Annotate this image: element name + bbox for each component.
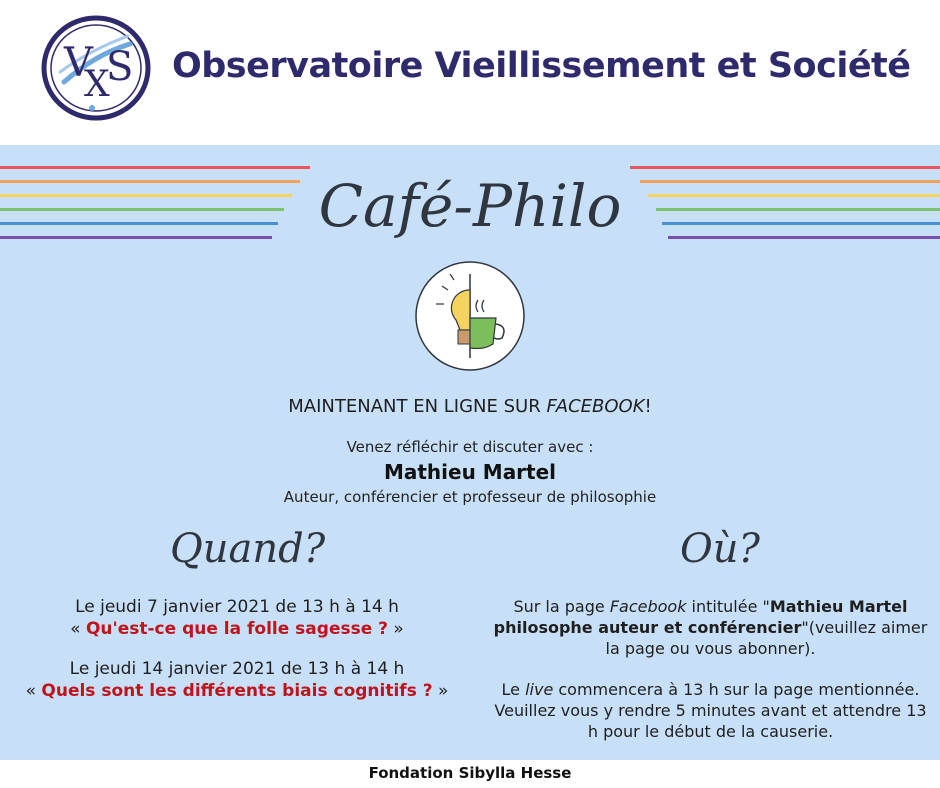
session-topic-line	[0, 680, 474, 702]
speaker-role: Auteur, conférencier et professeur de philosophie	[283, 488, 657, 506]
when-heading: Quand?	[170, 526, 326, 572]
online-notice	[0, 396, 940, 417]
session-topic: Qu'est-ce que la folle sagesse ?	[85, 619, 389, 639]
online-notice-prefix: MAINTENANT EN LIGNE SUR	[288, 396, 547, 417]
text: "(veuillez aimer la page ou vous abonner).	[605, 618, 928, 658]
online-notice-platform: FACEBOOK	[546, 396, 645, 417]
where-heading: Où?	[680, 526, 760, 572]
location-info	[488, 596, 933, 742]
session-date: Le jeudi 7 janvier 2021 de 13 h à 14 h	[75, 597, 399, 617]
session-topic-line	[0, 618, 474, 640]
live-paragraph	[488, 679, 933, 742]
sponsor-footer: Fondation Sibylla Hesse	[368, 764, 572, 782]
org-title: Observatoire Vieillissement et Société	[172, 46, 911, 86]
quote-open: «	[25, 681, 42, 701]
svg-text:X: X	[84, 64, 110, 105]
text: commencera à 13 h sur la page mentionnée. Veuillez vous y rendre 5 minutes avant et attendre 13 h pour le début de la causerie.	[494, 680, 927, 741]
text: intitulée "	[686, 597, 770, 616]
sessions-list	[0, 596, 474, 702]
header	[0, 0, 940, 145]
session-date: Le jeudi 14 janvier 2021 de 13 h à 14 h	[69, 659, 405, 679]
invite-text: Venez réfléchir et discuter avec :	[346, 438, 594, 456]
vxs-logo	[40, 14, 152, 122]
text-facebook: Facebook	[609, 597, 687, 616]
quote-close: »	[432, 681, 449, 701]
text: Le	[501, 680, 526, 699]
svg-text:S: S	[106, 44, 134, 90]
session-topic: Quels sont les différents biais cognitifs ?	[41, 681, 433, 701]
quote-close: »	[388, 619, 404, 639]
svg-text:V: V	[64, 40, 93, 86]
location-paragraph	[488, 596, 933, 659]
facebook-page-name: Mathieu Martel philosophe auteur et conférencier	[493, 597, 908, 637]
text: Sur la page	[513, 597, 610, 616]
text-live: live	[525, 680, 554, 699]
speaker-name: Mathieu Martel	[383, 460, 557, 484]
event-title: Café-Philo	[318, 172, 622, 240]
lightbulb-coffee-icon	[414, 260, 526, 372]
online-notice-suffix: !	[644, 396, 652, 417]
quote-open: «	[70, 619, 86, 639]
